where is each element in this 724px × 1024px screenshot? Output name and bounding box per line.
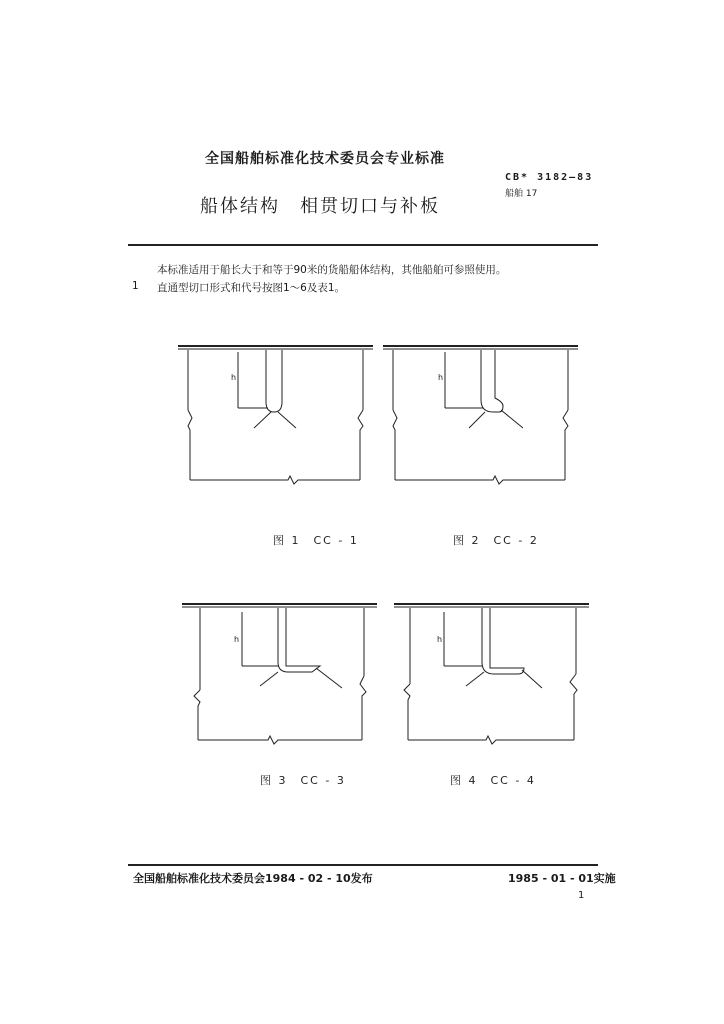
header-rule — [128, 244, 598, 246]
page-number: 1 — [578, 890, 585, 901]
fig1-dim-label: h — [231, 373, 237, 382]
issued-date: 全国船舶标准化技术委员会1984 - 02 - 10发布 — [133, 872, 373, 885]
fig3-dim-label: h — [234, 635, 240, 644]
figure-2 — [383, 340, 583, 560]
footer-rule — [128, 864, 598, 866]
clause-text: 直通型切口形式和代号按图1～6及表1。 — [157, 282, 346, 294]
figure-3-caption: 图 3 CC - 3 — [260, 774, 346, 787]
fig4-dim-label: h — [437, 635, 443, 644]
intro-paragraph: 本标准适用于船长大于和等于90米的货船船体结构，其他船舶可参照使用。 — [157, 264, 507, 276]
figure-2-caption: 图 2 CC - 2 — [453, 534, 539, 547]
document-title: 船体结构 相贯切口与补板 — [200, 196, 440, 217]
clause-number: 1 — [132, 280, 139, 292]
committee-heading: 全国船舶标准化技术委员会专业标准 — [205, 151, 445, 167]
figure-4 — [394, 598, 594, 808]
figure-3 — [182, 598, 382, 808]
standard-code: CB* 3182—83 — [505, 172, 594, 183]
effective-date: 1985 - 01 - 01实施 — [508, 872, 616, 885]
standard-category: 船舶 17 — [505, 189, 538, 199]
fig2-dim-label: h — [438, 373, 444, 382]
figure-1 — [178, 340, 378, 560]
figure-1-caption: 图 1 CC - 1 — [273, 534, 359, 547]
figure-4-caption: 图 4 CC - 4 — [450, 774, 536, 787]
